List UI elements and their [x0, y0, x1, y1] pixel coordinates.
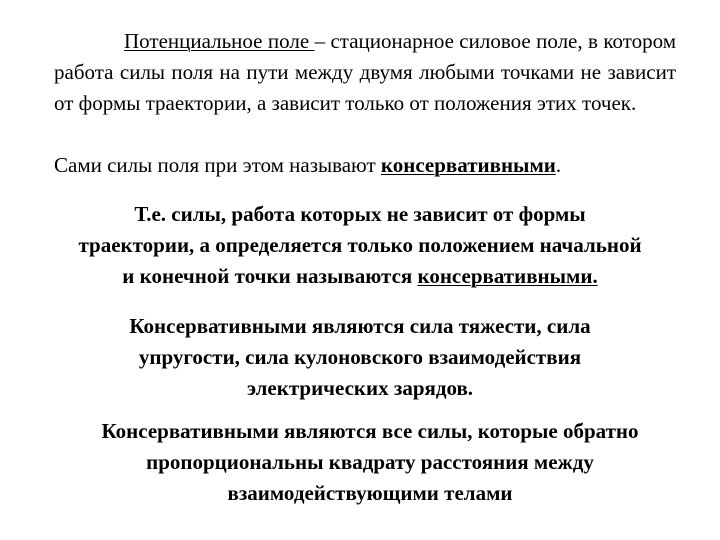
- definition-paragraph: [54, 26, 676, 119]
- explanation-line-3-prefix: и конечной точки называются: [122, 264, 418, 288]
- explanation-term-conservative: консервативными.: [417, 264, 598, 288]
- example2-line-1: Консервативными являются все силы, которые обратно: [101, 419, 639, 443]
- example1-line-1: Консервативными являются сила тяжести, сила: [129, 314, 591, 338]
- example1-line-2: упругости, сила кулоновского взаимодействия: [138, 345, 582, 369]
- term-conservative: консервативными: [380, 153, 556, 177]
- example-paragraph-1: [40, 311, 680, 404]
- explanation-paragraph: [20, 199, 700, 292]
- conservative-line-prefix: Сами силы поля при этом называют: [54, 153, 381, 177]
- explanation-line-2: траектории, а определяется только положением начальной: [78, 233, 642, 257]
- example2-line-3: взаимодействующими телами: [227, 481, 513, 505]
- example-paragraph-2: [40, 416, 700, 509]
- example1-line-3: электрических зарядов.: [246, 376, 474, 400]
- example2-line-2: пропорциональны квадрату расстояния между: [146, 450, 594, 474]
- explanation-line-1: Т.е. силы, работа которых не зависит от формы: [134, 202, 586, 226]
- conservative-definition-line: [54, 150, 676, 181]
- definition-text: – стационарное силовое поле, в котором работа силы поля на пути между двумя любыми точками не зависит от формы траектории, а зависит только от положения этих точек.: [54, 29, 676, 115]
- conservative-line-suffix: .: [555, 153, 562, 177]
- explanation-line-3: [20, 261, 700, 292]
- term-potential-field: Потенциальное поле: [124, 29, 315, 53]
